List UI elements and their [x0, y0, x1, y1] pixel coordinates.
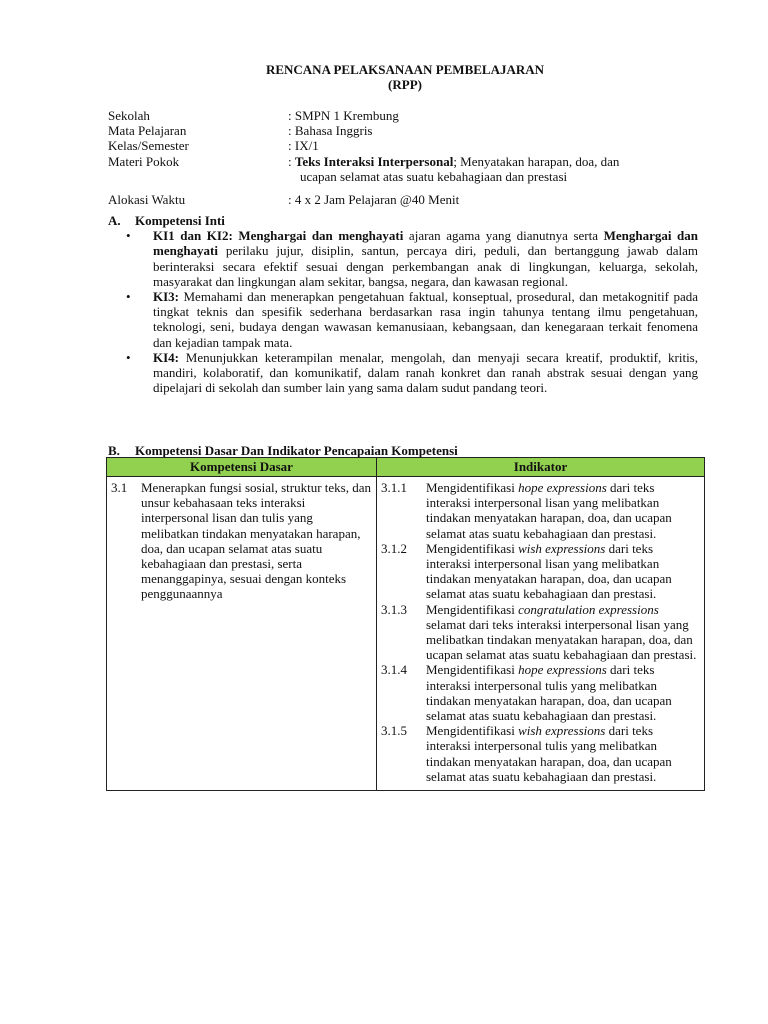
indicator-emphasis: congratulation expressions: [518, 601, 659, 617]
indicator-number: 3.1.4: [381, 662, 407, 678]
indicator-text: Mengidentifikasi: [426, 723, 519, 739]
column-header-kompetensi-dasar: Kompetensi Dasar: [107, 458, 377, 477]
ki-text: ajaran agama yang dianutnya serta: [403, 228, 604, 244]
title-line: RENCANA PELAKSANAAN PEMBELAJARAN: [265, 62, 545, 77]
indicator-text: Mengidentifikasi: [426, 540, 519, 556]
identity-label: Materi Pokok: [108, 153, 180, 169]
indicator-text: Mengidentifikasi: [426, 662, 519, 678]
identity-label: Mata Pelajaran: [108, 123, 187, 139]
indicator-text: dari teks interaksi interpersonal tulis yang melibatkan tindakan menyatakan harapan, doa, dan ucapan selamat atas suatu kebahagiaan dan prestasi.: [426, 723, 672, 784]
table-row: [107, 477, 705, 791]
identity-separator: :: [288, 192, 295, 208]
indicator-item: [381, 541, 700, 602]
identity-row-materi: [108, 154, 708, 184]
table-header-row: [107, 458, 705, 477]
indicator-text: dari teks interaksi interpersonal lisan yang melibatkan tindakan menyatakan harapan, doa, dan ucapan selamat atas suatu kebahagiaan dan prestasi.: [426, 540, 672, 602]
indicator-emphasis: hope expressions: [518, 662, 607, 678]
indicator-item: [381, 602, 700, 663]
identity-value: Bahasa Inggris: [294, 123, 373, 139]
section-letter: B.: [108, 443, 120, 458]
section-kompetensi-dasar-heading: [108, 443, 708, 458]
indicator-number: 3.1.2: [381, 540, 407, 556]
indicator-text: dari teks interaksi interpersonal lisan yang melibatkan tindakan menyatakan harapan, doa, dan ucapan selamat atas suatu kebahagiaan dan prestasi.: [426, 480, 672, 541]
identity-value: SMPN 1 Krembung: [294, 108, 399, 123]
indicator-text: dari teks interaksi interpersonal tulis yang melibatkan tindakan menyatakan harapan, doa, dan ucapan selamat atas suatu kebahagiaan dan prestasi.: [426, 662, 672, 724]
indicator-number: 3.1.5: [381, 723, 407, 739]
indicator-text: Mengidentifikasi: [426, 480, 519, 495]
identity-row-sekolah: [108, 108, 708, 123]
bullet-icon: •: [126, 289, 131, 305]
kd-text: Menerapkan fungsi sosial, struktur teks, dan unsur kebahasaan teks interaksi interpersonal lisan dan tulis yang melibatkan tindakan menyatakan harapan, doa, dan ucapan selamat atas suatu kebahagiaan dan prestasi, serta menanggapinya, sesuai dengan konteks penggunaannya: [141, 480, 371, 602]
indicator-emphasis: wish expressions: [518, 540, 606, 556]
identity-label: Kelas/Semester: [108, 138, 189, 154]
identity-value: 4 x 2 Jam Pelajaran @40 Menit: [294, 192, 460, 208]
section-title: Kompetensi Inti: [135, 213, 225, 228]
identity-value-bold: Teks Interaksi Interpersonal: [294, 153, 454, 169]
identity-separator: :: [288, 153, 295, 169]
kd-cell: [107, 477, 377, 791]
indicator-emphasis: wish expressions: [518, 723, 606, 739]
indicator-number: 3.1.3: [381, 601, 407, 617]
ki-bold: KI4:: [153, 349, 179, 365]
identity-separator: :: [288, 138, 295, 154]
indicator-number: 3.1.1: [381, 480, 407, 495]
kd-number: 3.1: [111, 480, 128, 495]
ki-item-4: [126, 349, 698, 396]
ki-text: Menunjukkan keterampilan menalar, mengolah, dan menyaji secara kreatif, produktif, kritis, mandiri, kolaboratif, dan komunikatif, dalam ranah konkret dan ranah abstrak sesuai dengan yang dipelajari di sekolah dan sumber lain yang sama dalam sudut pandang teori.: [153, 349, 698, 396]
column-header-indikator: Indikator: [377, 458, 705, 477]
indicator-text: selamat dari teks interaksi interpersonal lisan yang melibatkan tindakan menyatakan harapan, doa, dan ucapan selamat atas suatu kebahagiaan dan prestasi.: [426, 616, 697, 663]
ki-bold: KI3:: [153, 289, 179, 305]
identity-separator: :: [288, 108, 295, 123]
indicator-item: [381, 662, 700, 723]
indikator-cell: [377, 477, 705, 791]
identity-value: IX/1: [294, 138, 319, 154]
indicator-text: Mengidentifikasi: [426, 601, 519, 617]
ki-text: perilaku jujur, disiplin, santun, percaya diri, peduli, dan bertanggung jawab dalam berinteraksi secara efektif sesuai dengan perkembangan anak di lingkungan, keluarga, sekolah, masyarakat dan lingkungan alam sekitar, bangsa, negara, dan kawasan regional.: [153, 243, 698, 289]
indicator-item: [381, 723, 700, 784]
ki-item-1-2: [126, 228, 698, 289]
identity-row-alokasi: [108, 192, 708, 207]
ki-item-3: [126, 289, 698, 350]
identity-row-mapel: [108, 123, 708, 138]
section-title: Kompetensi Dasar Dan Indikator Pencapaian Kompetensi: [135, 443, 458, 458]
bullet-icon: •: [126, 228, 131, 244]
identity-block: [108, 108, 708, 207]
section-heading: [108, 213, 698, 228]
ki-list: [108, 228, 698, 395]
ki-bold: Menghargai dan menghayati: [153, 228, 698, 259]
section-kompetensi-inti: [108, 213, 698, 395]
section-letter: A.: [108, 213, 121, 228]
identity-value-continued: ucapan selamat atas suatu kebahagiaan dan prestasi: [300, 168, 568, 184]
indicator-emphasis: hope expressions: [518, 480, 607, 495]
indicator-item: [381, 480, 700, 541]
identity-label: Alokasi Waktu: [108, 192, 186, 208]
bullet-icon: •: [126, 349, 131, 365]
document-title: [0, 62, 768, 92]
kompetensi-table: [106, 457, 705, 791]
ki-bold: KI1 dan KI2: Menghargai dan menghayati: [153, 228, 404, 244]
identity-label: Sekolah: [108, 108, 150, 123]
ki-text: Memahami dan menerapkan pengetahuan faktual, konseptual, prosedural, dan metakognitif pada tingkat teknis dan spesifik sederhana berdasarkan rasa ingin tahunya tentang ilmu pengetahuan, teknologi, seni, budaya dengan wawasan kemanusiaan, kebangsaan, dan kenegaraan terkait fenomena dan kejadian tampak mata.: [153, 289, 698, 350]
identity-row-kelas: [108, 138, 708, 153]
identity-separator: :: [288, 123, 295, 139]
subtitle-line: (RPP): [388, 77, 422, 92]
identity-value: ; Menyatakan harapan, doa, dan: [453, 153, 620, 169]
